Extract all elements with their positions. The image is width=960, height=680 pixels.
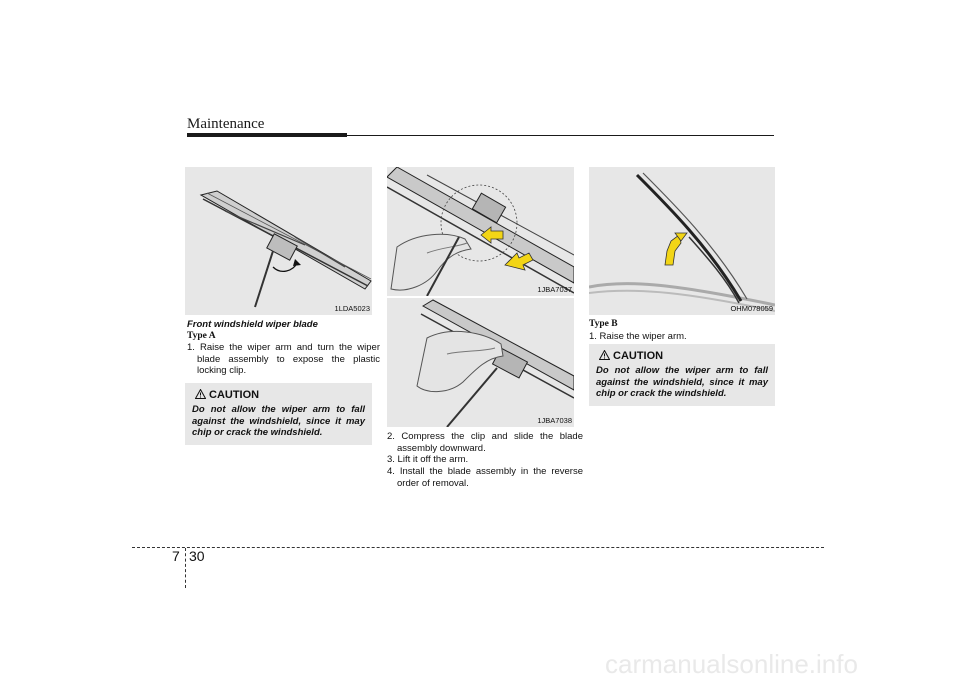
step-1-type-a: 1. Raise the wiper arm and turn the wiper blade assembly to expose the plastic locking clip. — [187, 342, 380, 376]
header-rule-thick — [187, 133, 347, 137]
caution-text: Do not allow the wiper arm to fall against the windshield, since it may chip or crack the windshield. — [596, 365, 768, 399]
page-number: 30 — [189, 548, 205, 564]
watermark: carmanualsonline.info — [605, 649, 858, 679]
lift-blade-illustration — [387, 298, 574, 427]
caution-heading: CAUTION — [613, 350, 664, 362]
step-4: 4. Install the blade assembly in the reverse order of removal. — [387, 466, 583, 489]
caution-box-type-a — [185, 383, 372, 445]
figure-type-a-wiper — [185, 167, 372, 315]
raise-wiper-illustration — [589, 167, 775, 315]
wiper-blade-illustration — [185, 167, 372, 315]
figure-code: 1LDA5023 — [334, 304, 370, 313]
figure-compress-clip — [387, 167, 574, 296]
footer-dashed-divider — [185, 548, 186, 588]
step-2: 2. Compress the clip and slide the blade assembly downward. — [387, 431, 583, 454]
caution-box-type-b — [589, 344, 775, 406]
type-b-label: Type B — [589, 319, 618, 329]
compress-clip-illustration — [387, 167, 574, 296]
warning-triangle-icon — [195, 389, 206, 399]
figure-code: OHM078059 — [730, 304, 773, 313]
page-header-title: Maintenance — [187, 116, 265, 132]
caution-text: Do not allow the wiper arm to fall against the windshield, since it may chip or crack the windshield. — [192, 404, 365, 438]
figure-code: 1JBA7038 — [537, 416, 572, 425]
figure-type-b-wiper — [589, 167, 775, 315]
warning-triangle-icon — [599, 350, 610, 360]
header-rule-thin — [347, 135, 774, 136]
figure-lift-blade — [387, 298, 574, 427]
caution-heading: CAUTION — [209, 389, 260, 401]
figure-caption: Front windshield wiper blade — [187, 319, 318, 330]
figure-code: 1JBA7037 — [537, 285, 572, 294]
step-3: 3. Lift it off the arm. — [387, 454, 469, 465]
type-a-label: Type A — [187, 331, 216, 341]
chapter-number: 7 — [172, 548, 180, 564]
footer-dashed-rule — [132, 547, 824, 548]
step-1-type-b: 1. Raise the wiper arm. — [589, 331, 687, 342]
